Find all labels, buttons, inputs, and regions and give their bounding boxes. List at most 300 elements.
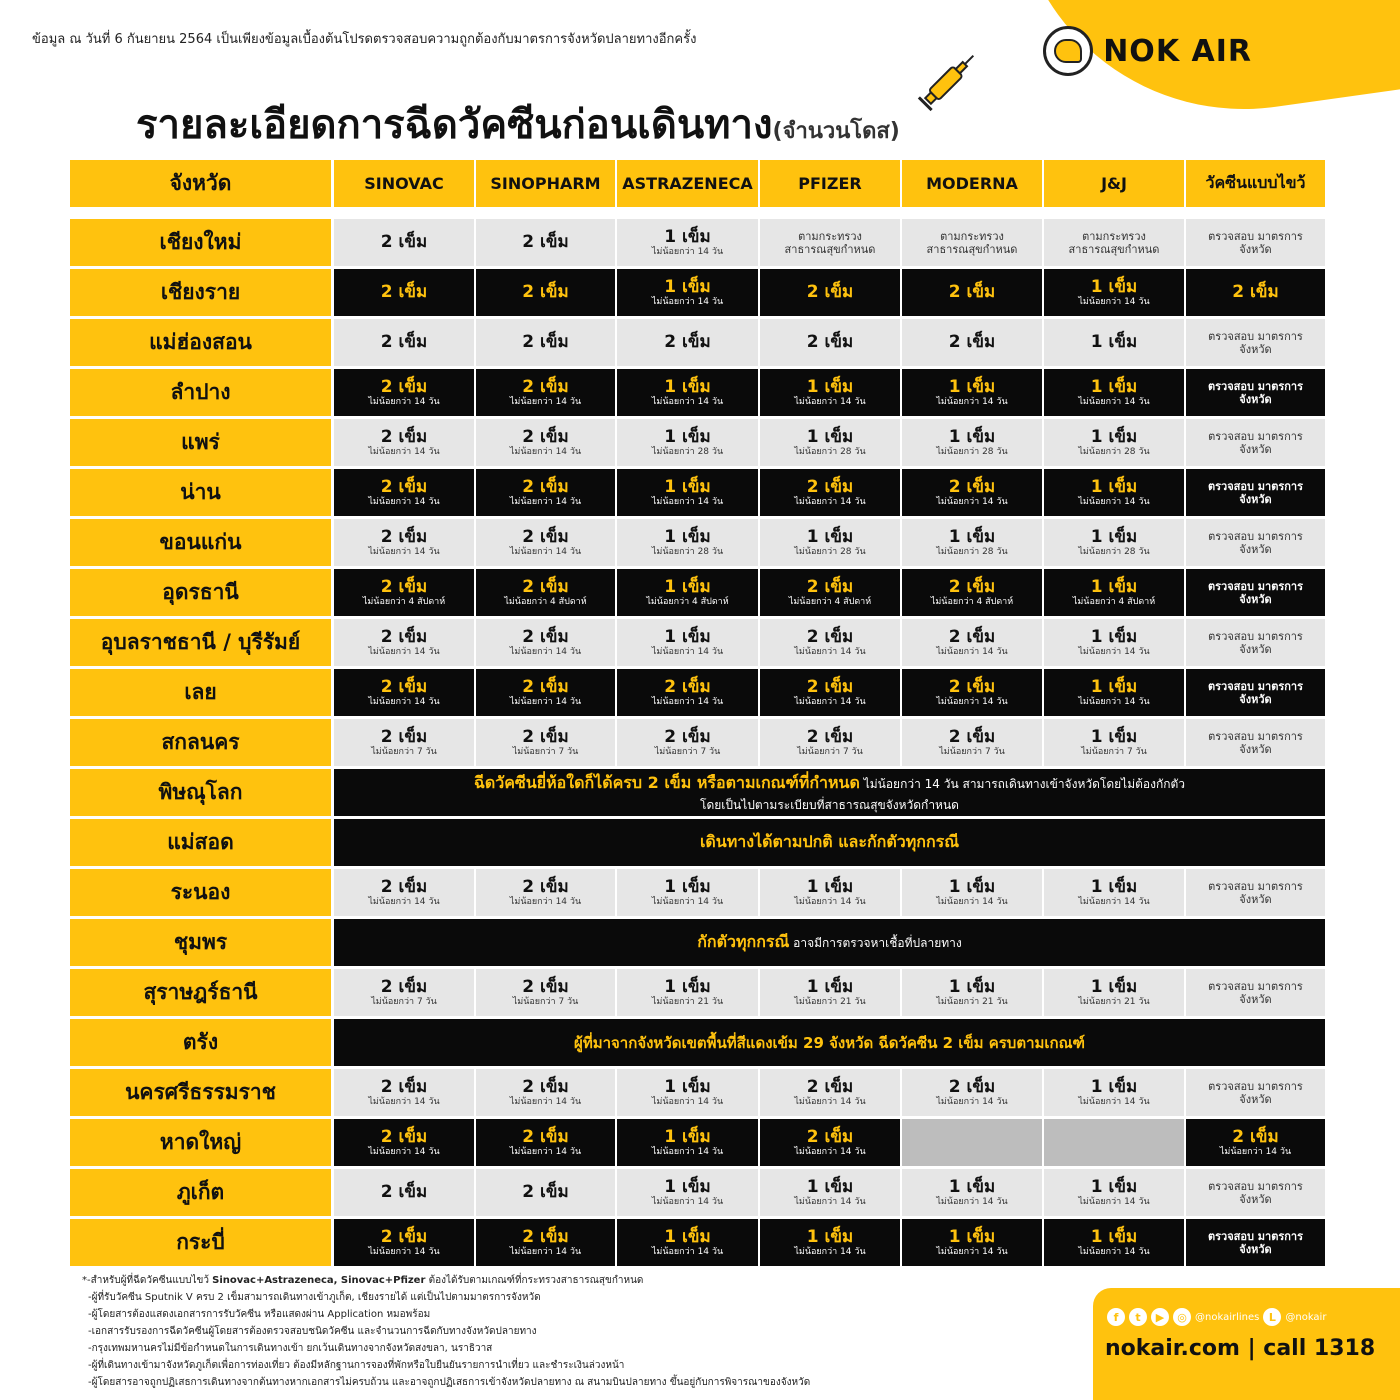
dose-cell (1044, 569, 1184, 616)
rule-banner (334, 1019, 1325, 1066)
dose-count: 2 เข็ม (806, 332, 854, 352)
dose-count: 2 เข็ม (380, 426, 428, 447)
province-name: เชียงราย (70, 269, 331, 316)
dose-count: 1 เข็ม (1090, 332, 1138, 352)
dose-cell (476, 219, 615, 266)
table-row (70, 1219, 1326, 1266)
dose-cell (1044, 369, 1184, 416)
dose-cell (1186, 1169, 1325, 1216)
rule-line-1 (697, 930, 962, 955)
nok-bird-logo (1043, 26, 1093, 76)
dose-cell (1186, 669, 1325, 716)
rule-line-1 (700, 830, 959, 855)
footnote-line: -เอกสารรับรองการฉีดวัคซีนผู้โดยสารต้องตรวจสอบชนิดวัคซีน และจำนวนการฉีดกับทางจังหวัดปลายทาง (88, 1326, 537, 1337)
dose-count: 2 เข็ม (1232, 1126, 1279, 1147)
province-name: ขอนแก่น (70, 519, 331, 566)
dose-count: 2 เข็ม (806, 676, 854, 697)
dose-cell (1044, 719, 1184, 766)
province-name: อุบลราชธานี / บุรีรัมย์ (70, 619, 331, 666)
dose-interval: ไม่น้อยกว่า 14 วัน (936, 1096, 1008, 1107)
dose-count: 1 เข็ม (1090, 576, 1138, 597)
dose-cell (902, 1069, 1042, 1116)
dose-count: 2 เข็ม (522, 376, 569, 397)
table-row (70, 219, 1326, 266)
dose-count: 1 เข็ม (1090, 726, 1138, 747)
dose-count: 2 เข็ม (522, 332, 569, 352)
dose-count: 1 เข็ม (948, 526, 996, 547)
facebook-icon[interactable]: f (1107, 1308, 1125, 1326)
table-row (70, 719, 1326, 766)
dose-cell (334, 1119, 474, 1166)
instagram-icon[interactable]: ◎ (1173, 1308, 1191, 1326)
province-name: อุดรธานี (70, 569, 331, 616)
dose-cell (617, 269, 758, 316)
province-name: เลย (70, 669, 331, 716)
dose-cell (334, 1219, 474, 1266)
dose-count: 1 เข็ม (948, 376, 996, 397)
dose-cell (334, 519, 474, 566)
dose-cell (1186, 569, 1325, 616)
dose-interval: ไม่น้อยกว่า 14 วัน (794, 896, 866, 907)
dose-cell (902, 219, 1042, 266)
dose-count: 1 เข็ม (1090, 376, 1138, 397)
province-name: ชุมพร (70, 919, 331, 966)
dose-cell (902, 719, 1042, 766)
dose-cell (334, 219, 474, 266)
dose-interval: ไม่น้อยกว่า 7 วัน (512, 996, 579, 1007)
dose-cell (617, 1219, 758, 1266)
dose-cell (1186, 1119, 1325, 1166)
dose-interval: ไม่น้อยกว่า 7 วัน (371, 996, 437, 1007)
dose-interval: ไม่น้อยกว่า 7 วัน (654, 746, 721, 757)
dose-count: 2 เข็ม (664, 726, 711, 747)
dose-interval: ไม่น้อยกว่า 14 วัน (1078, 896, 1150, 907)
dose-cell (476, 669, 615, 716)
dose-count: 2 เข็ม (522, 526, 569, 547)
dose-interval: ไม่น้อยกว่า 14 วัน (1078, 646, 1150, 657)
dose-cell (334, 369, 474, 416)
dose-cell (1044, 1069, 1184, 1116)
dose-count: 1 เข็ม (806, 976, 854, 997)
title-sub: (จำนวนโดส) (772, 119, 900, 144)
dose-count: 2 เข็ม (380, 976, 428, 997)
youtube-icon[interactable]: ▶ (1151, 1308, 1169, 1326)
dose-count: 1 เข็ม (806, 426, 854, 447)
dose-interval: ไม่น้อยกว่า 7 วัน (939, 746, 1005, 757)
dose-interval: ไม่น้อยกว่า 14 วัน (794, 1146, 866, 1157)
dose-count: 1 เข็ม (664, 976, 711, 997)
dose-count: 1 เข็ม (664, 376, 711, 397)
dose-count: 2 เข็ม (522, 976, 569, 997)
dose-cell (334, 469, 474, 516)
dose-count: 2 เข็ม (380, 376, 428, 397)
dose-count: 1 เข็ม (948, 876, 996, 897)
province-name: ภูเก็ต (70, 1169, 331, 1216)
dose-interval: ไม่น้อยกว่า 14 วัน (509, 1246, 582, 1257)
check-measure: ตรวจสอบ มาตรการจังหวัด (1207, 579, 1304, 606)
dose-cell (1044, 519, 1184, 566)
dose-cell (760, 869, 900, 916)
footnote-suffix: ต้องได้รับตามเกณฑ์ที่กระทรวงสาธารณสุขกำหนด (425, 1275, 644, 1286)
dose-interval: ไม่น้อยกว่า 14 วัน (509, 696, 582, 707)
dose-count: 1 เข็ม (664, 226, 711, 247)
dose-cell (760, 469, 900, 516)
dose-cell (476, 569, 615, 616)
dose-interval: ไม่น้อยกว่า 14 วัน (1078, 1246, 1150, 1257)
dose-count: 2 เข็ม (380, 1076, 428, 1097)
dose-cell (617, 219, 758, 266)
dose-interval: ไม่น้อยกว่า 28 วัน (651, 446, 724, 457)
dose-count: 2 เข็ม (948, 332, 996, 352)
dose-cell (334, 669, 474, 716)
dose-cell (1044, 1219, 1184, 1266)
dose-interval: ไม่น้อยกว่า 4 สัปดาห์ (930, 596, 1014, 607)
check-measure: ตรวจสอบ มาตรการจังหวัด (1208, 729, 1303, 756)
dose-cell (760, 619, 900, 666)
dose-interval: ไม่น้อยกว่า 7 วัน (371, 746, 437, 757)
dose-count: 2 เข็ม (380, 232, 428, 252)
province-name: เชียงใหม่ (70, 219, 331, 266)
dose-cell (760, 1169, 900, 1216)
dose-cell (760, 1069, 900, 1116)
header-vaccine: SINOPHARM (476, 160, 615, 207)
dose-cell (334, 569, 474, 616)
dose-interval: ไม่น้อยกว่า 4 สัปดาห์ (788, 596, 872, 607)
province-name: แพร่ (70, 419, 331, 466)
dose-count: 2 เข็ม (380, 476, 428, 497)
check-measure: ตรวจสอบ มาตรการจังหวัด (1207, 1229, 1304, 1256)
footnote-line: -ผู้ที่เดินทางเข้ามาจังหวัดภูเก็ตเพื่อการท่องเที่ยว ต้องมีหลักฐานการจองที่พักหรือใบยืนยันรายการนำเที่ยว และชำระเงินล่วงหน้า (88, 1360, 625, 1371)
dose-count: 2 เข็ม (522, 282, 569, 302)
dose-interval: ไม่น้อยกว่า 14 วัน (368, 396, 440, 407)
dose-cell (617, 469, 758, 516)
dose-cell (902, 269, 1042, 316)
dose-interval: ไม่น้อยกว่า 14 วัน (651, 646, 724, 657)
dose-cell (760, 419, 900, 466)
dose-interval: ไม่น้อยกว่า 14 วัน (651, 296, 724, 307)
dose-interval: ไม่น้อยกว่า 28 วัน (1078, 546, 1150, 557)
dose-interval: ไม่น้อยกว่า 14 วัน (936, 396, 1008, 407)
dose-cell (902, 419, 1042, 466)
dose-count: 1 เข็ม (948, 976, 996, 997)
dose-count: 2 เข็ม (522, 1126, 569, 1147)
footnote-line: -ผู้ที่รับวัคซีน Sputnik V ครบ 2 เข็มสามารถเดินทางเข้าภูเก็ต, เชียงรายได้ แต่เป็นไปตามมาตรการจังหวัด (88, 1292, 541, 1303)
dose-interval: ไม่น้อยกว่า 4 สัปดาห์ (1072, 596, 1156, 607)
dose-cell (902, 1219, 1042, 1266)
table-row (70, 669, 1326, 716)
dose-interval: ไม่น้อยกว่า 14 วัน (509, 396, 582, 407)
dose-count: 2 เข็ม (806, 1126, 854, 1147)
dose-count: 1 เข็ม (806, 876, 854, 897)
dose-interval: ไม่น้อยกว่า 21 วัน (794, 996, 866, 1007)
dose-cell (760, 319, 900, 366)
dose-cell (617, 719, 758, 766)
table-row (70, 469, 1326, 516)
rule-bold: ผู้ที่มาจากจังหวัดเขตพื้นที่สีแดงเข้ม 29 จังหวัด ฉีดวัคซีน 2 เข็ม ครบตามเกณฑ์ (574, 1033, 1085, 1052)
dose-cell (617, 1119, 758, 1166)
check-measure: ตามกระทรวง สาธารณสุขกำหนด (1068, 229, 1160, 256)
dose-cell (1186, 969, 1325, 1016)
dose-count: 2 เข็ม (380, 1182, 428, 1202)
check-measure: ตรวจสอบ มาตรการจังหวัด (1207, 479, 1304, 506)
dose-cell (1044, 869, 1184, 916)
header-vaccine: PFIZER (760, 160, 900, 207)
dose-interval: ไม่น้อยกว่า 14 วัน (1078, 1096, 1150, 1107)
dose-cell (476, 1069, 615, 1116)
province-name: แม่สอด (70, 819, 331, 866)
rule-normal: อาจมีการตรวจหาเชื้อที่ปลายทาง (789, 936, 962, 950)
dose-count: 2 เข็ม (380, 876, 428, 897)
dose-cell (617, 1069, 758, 1116)
dose-cell (902, 469, 1042, 516)
dose-cell (334, 619, 474, 666)
dose-count: 1 เข็ม (1090, 476, 1138, 497)
dose-interval: ไม่น้อยกว่า 28 วัน (794, 446, 866, 457)
dose-count: 2 เข็ม (522, 1182, 569, 1202)
dose-cell (617, 869, 758, 916)
dose-interval: ไม่น้อยกว่า 14 วัน (794, 696, 866, 707)
dose-interval: ไม่น้อยกว่า 14 วัน (651, 396, 724, 407)
dose-count: 2 เข็ม (522, 876, 569, 897)
dose-cell (617, 669, 758, 716)
dose-interval: ไม่น้อยกว่า 21 วัน (1078, 996, 1150, 1007)
dose-cell (617, 519, 758, 566)
dose-cell (1044, 219, 1184, 266)
dose-interval: ไม่น้อยกว่า 14 วัน (794, 496, 866, 507)
dose-interval: ไม่น้อยกว่า 14 วัน (651, 896, 724, 907)
dose-interval: ไม่น้อยกว่า 14 วัน (794, 646, 866, 657)
dose-cell (334, 1169, 474, 1216)
brand-name: NOK AIR (1103, 33, 1252, 69)
dose-interval: ไม่น้อยกว่า 14 วัน (936, 496, 1008, 507)
dose-count: 1 เข็ม (1090, 676, 1138, 697)
dose-cell (476, 469, 615, 516)
dose-cell (1044, 469, 1184, 516)
dose-cell (760, 969, 900, 1016)
dose-interval: ไม่น้อยกว่า 7 วัน (1081, 746, 1147, 757)
check-measure: ตรวจสอบ มาตรการจังหวัด (1208, 229, 1303, 256)
footnote-line: -ผู้โดยสารอาจถูกปฏิเสธการเดินทางจากต้นทางหากเอกสารไม่ครบถ้วน และอาจถูกปฏิเสธการเข้าจังหวัดปลายทาง ณ สนามบินปลายทาง ขึ้นอยู่กับการพิจารณาของจังหวัด (88, 1377, 811, 1388)
dose-cell (617, 319, 758, 366)
dose-count: 2 เข็ม (522, 476, 569, 497)
dose-count: 1 เข็ม (664, 576, 711, 597)
dose-cell (902, 519, 1042, 566)
dose-interval: ไม่น้อยกว่า 14 วัน (368, 446, 440, 457)
province-name: น่าน (70, 469, 331, 516)
check-measure: ตามกระทรวง สาธารณสุขกำหนด (784, 229, 876, 256)
dose-interval: ไม่น้อยกว่า 14 วัน (368, 1146, 440, 1157)
dose-interval: ไม่น้อยกว่า 14 วัน (1078, 296, 1150, 307)
dose-cell (1186, 419, 1325, 466)
dose-count: 1 เข็ม (1090, 1176, 1138, 1197)
header-vaccine: ASTRAZENECA (617, 160, 758, 207)
dose-count: 1 เข็ม (664, 526, 711, 547)
dose-interval: ไม่น้อยกว่า 14 วัน (794, 1096, 866, 1107)
footnote-prefix: *-สำหรับผู้ที่ฉีดวัคซีนแบบไขว้ (82, 1275, 213, 1286)
page-title (136, 92, 900, 156)
dose-cell (1044, 1169, 1184, 1216)
province-name: ตรัง (70, 1019, 331, 1066)
dose-count: 1 เข็ม (664, 476, 711, 497)
dose-cell (476, 1169, 615, 1216)
dose-cell (476, 869, 615, 916)
dose-count: 2 เข็ม (948, 676, 996, 697)
website-call[interactable]: nokair.com | call 1318 (1105, 1336, 1376, 1361)
province-name: แม่ฮ่องสอน (70, 319, 331, 366)
dose-count: 2 เข็ม (948, 282, 996, 302)
dose-count: 2 เข็ม (522, 426, 569, 447)
dose-count: 2 เข็ม (380, 1226, 428, 1247)
dose-count: 2 เข็ม (380, 626, 428, 647)
dose-cell (1186, 269, 1325, 316)
dose-cell (760, 1219, 900, 1266)
dose-cell (1186, 869, 1325, 916)
dose-cell (617, 969, 758, 1016)
dose-interval: ไม่น้อยกว่า 14 วัน (651, 1096, 724, 1107)
check-measure: ตามกระทรวง สาธารณสุขกำหนด (926, 229, 1018, 256)
dose-cell (617, 369, 758, 416)
dose-interval: ไม่น้อยกว่า 14 วัน (509, 896, 582, 907)
dose-interval: ไม่น้อยกว่า 14 วัน (936, 1196, 1008, 1207)
empty-cell (1044, 1119, 1184, 1166)
dose-count: 2 เข็ม (522, 232, 569, 252)
dose-cell (334, 269, 474, 316)
dose-cell (1044, 669, 1184, 716)
rule-normal: ไม่น้อยกว่า 14 วัน สามารถเดินทางเข้าจังหวัดโดยไม่ต้องกักตัว (859, 776, 1186, 791)
dose-interval: ไม่น้อยกว่า 14 วัน (368, 1096, 440, 1107)
dose-cell (476, 969, 615, 1016)
line-icon[interactable]: L (1263, 1308, 1281, 1326)
brand[interactable] (1043, 26, 1252, 76)
footnotes (82, 1272, 810, 1391)
dose-interval: ไม่น้อยกว่า 28 วัน (1078, 446, 1150, 457)
dose-cell (476, 319, 615, 366)
dose-cell (1186, 619, 1325, 666)
dose-count: 2 เข็ม (806, 576, 854, 597)
dose-cell (902, 1169, 1042, 1216)
dose-count: 2 เข็ม (1232, 282, 1279, 302)
dose-interval: ไม่น้อยกว่า 14 วัน (1078, 496, 1150, 507)
dose-count: 2 เข็ม (522, 1226, 569, 1247)
dose-cell (1186, 519, 1325, 566)
footnote-line: -ผู้โดยสารต้องแสดงเอกสารการรับวัคซีน หรือแสดงผ่าน Application หมอพร้อม (88, 1309, 431, 1320)
dose-count: 1 เข็ม (948, 1176, 996, 1197)
empty-cell (902, 1119, 1042, 1166)
dose-cell (760, 269, 900, 316)
social-handle[interactable]: @nokairlines (1195, 1311, 1260, 1323)
dose-interval: ไม่น้อยกว่า 28 วัน (794, 546, 866, 557)
footnote-line (82, 1272, 810, 1289)
dose-cell (902, 869, 1042, 916)
dose-interval: ไม่น้อยกว่า 4 สัปดาห์ (504, 596, 587, 607)
dose-interval: ไม่น้อยกว่า 14 วัน (509, 446, 582, 457)
dose-interval: ไม่น้อยกว่า 14 วัน (509, 496, 582, 507)
dose-interval: ไม่น้อยกว่า 28 วัน (936, 546, 1008, 557)
dose-interval: ไม่น้อยกว่า 14 วัน (509, 1146, 582, 1157)
check-measure: ตรวจสอบ มาตรการจังหวัด (1207, 679, 1304, 706)
dose-count: 1 เข็ม (1090, 426, 1138, 447)
rule-banner (334, 769, 1325, 816)
dose-count: 2 เข็ม (806, 626, 854, 647)
dose-cell (1186, 1069, 1325, 1116)
dose-count: 2 เข็ม (380, 676, 428, 697)
dose-interval: ไม่น้อยกว่า 28 วัน (651, 546, 724, 557)
dose-cell (1044, 269, 1184, 316)
dose-interval: ไม่น้อยกว่า 14 วัน (368, 1246, 440, 1257)
dose-count: 2 เข็ม (806, 1076, 854, 1097)
dose-interval: ไม่น้อยกว่า 14 วัน (1078, 396, 1150, 407)
dose-count: 2 เข็ม (522, 1076, 569, 1097)
header-vaccine: MODERNA (902, 160, 1042, 207)
check-measure: ตรวจสอบ มาตรการจังหวัด (1207, 379, 1304, 406)
dose-interval: ไม่น้อยกว่า 14 วัน (936, 1246, 1008, 1257)
rule-line-1 (474, 771, 1185, 796)
dose-count: 1 เข็ม (664, 276, 711, 297)
line-handle[interactable]: @nokair (1285, 1311, 1327, 1323)
dose-interval: ไม่น้อยกว่า 14 วัน (651, 1146, 724, 1157)
table-row (70, 369, 1326, 416)
dose-cell (760, 219, 900, 266)
dose-interval: ไม่น้อยกว่า 14 วัน (794, 396, 866, 407)
table-row (70, 769, 1326, 816)
dose-count: 2 เข็ม (380, 726, 428, 747)
footnote-bold: Sinovac+Astrazeneca, Sinovac+Pfizer (212, 1275, 426, 1286)
province-name: ลำปาง (70, 369, 331, 416)
table-row (70, 969, 1326, 1016)
dose-count: 1 เข็ม (806, 1176, 854, 1197)
dose-interval: ไม่น้อยกว่า 4 สัปดาห์ (646, 596, 729, 607)
dose-interval: ไม่น้อยกว่า 14 วัน (651, 496, 724, 507)
dose-interval: ไม่น้อยกว่า 14 วัน (509, 1096, 582, 1107)
dose-count: 1 เข็ม (806, 526, 854, 547)
header-vaccine: J&J (1044, 160, 1184, 207)
footnote-line: -กรุงเทพมหานครไม่มีข้อกำหนดในการเดินทางเข้า ยกเว้นเดินทางจากจังหวัดสงขลา, นราธิวาส (88, 1343, 493, 1354)
twitter-icon[interactable]: t (1129, 1308, 1147, 1326)
province-name: กระบี่ (70, 1219, 331, 1266)
table-row (70, 569, 1326, 616)
dose-cell (1186, 369, 1325, 416)
dose-interval: ไม่น้อยกว่า 14 วัน (936, 896, 1008, 907)
dose-count: 1 เข็ม (948, 1226, 996, 1247)
dose-count: 2 เข็ม (380, 576, 428, 597)
dose-cell (476, 269, 615, 316)
rule-bold: เดินทางได้ตามปกติ และกักตัวทุกกรณี (699, 832, 960, 851)
dose-count: 1 เข็ม (806, 1226, 854, 1247)
dose-cell (334, 969, 474, 1016)
dose-interval: ไม่น้อยกว่า 21 วัน (651, 996, 724, 1007)
dose-cell (334, 419, 474, 466)
dose-interval: ไม่น้อยกว่า 14 วัน (368, 696, 440, 707)
title-main: รายละเอียดการฉีดวัคซีนก่อนเดินทาง (136, 102, 773, 148)
contact-panel (1093, 1288, 1400, 1400)
table-row (70, 819, 1326, 866)
dose-count: 1 เข็ม (664, 1076, 711, 1097)
check-measure: ตรวจสอบ มาตรการจังหวัด (1208, 1079, 1303, 1106)
dose-interval: ไม่น้อยกว่า 21 วัน (936, 996, 1008, 1007)
table-row (70, 619, 1326, 666)
province-name: หาดใหญ่ (70, 1119, 331, 1166)
dose-cell (902, 669, 1042, 716)
dose-count: 1 เข็ม (664, 876, 711, 897)
dose-count: 2 เข็ม (948, 476, 996, 497)
table-row (70, 1169, 1326, 1216)
dose-interval: ไม่น้อยกว่า 14 วัน (651, 1246, 724, 1257)
syringe-icon (915, 44, 985, 114)
dose-cell (1186, 469, 1325, 516)
dose-count: 2 เข็ม (806, 282, 854, 302)
dose-cell (617, 619, 758, 666)
dose-count: 2 เข็ม (380, 1126, 428, 1147)
